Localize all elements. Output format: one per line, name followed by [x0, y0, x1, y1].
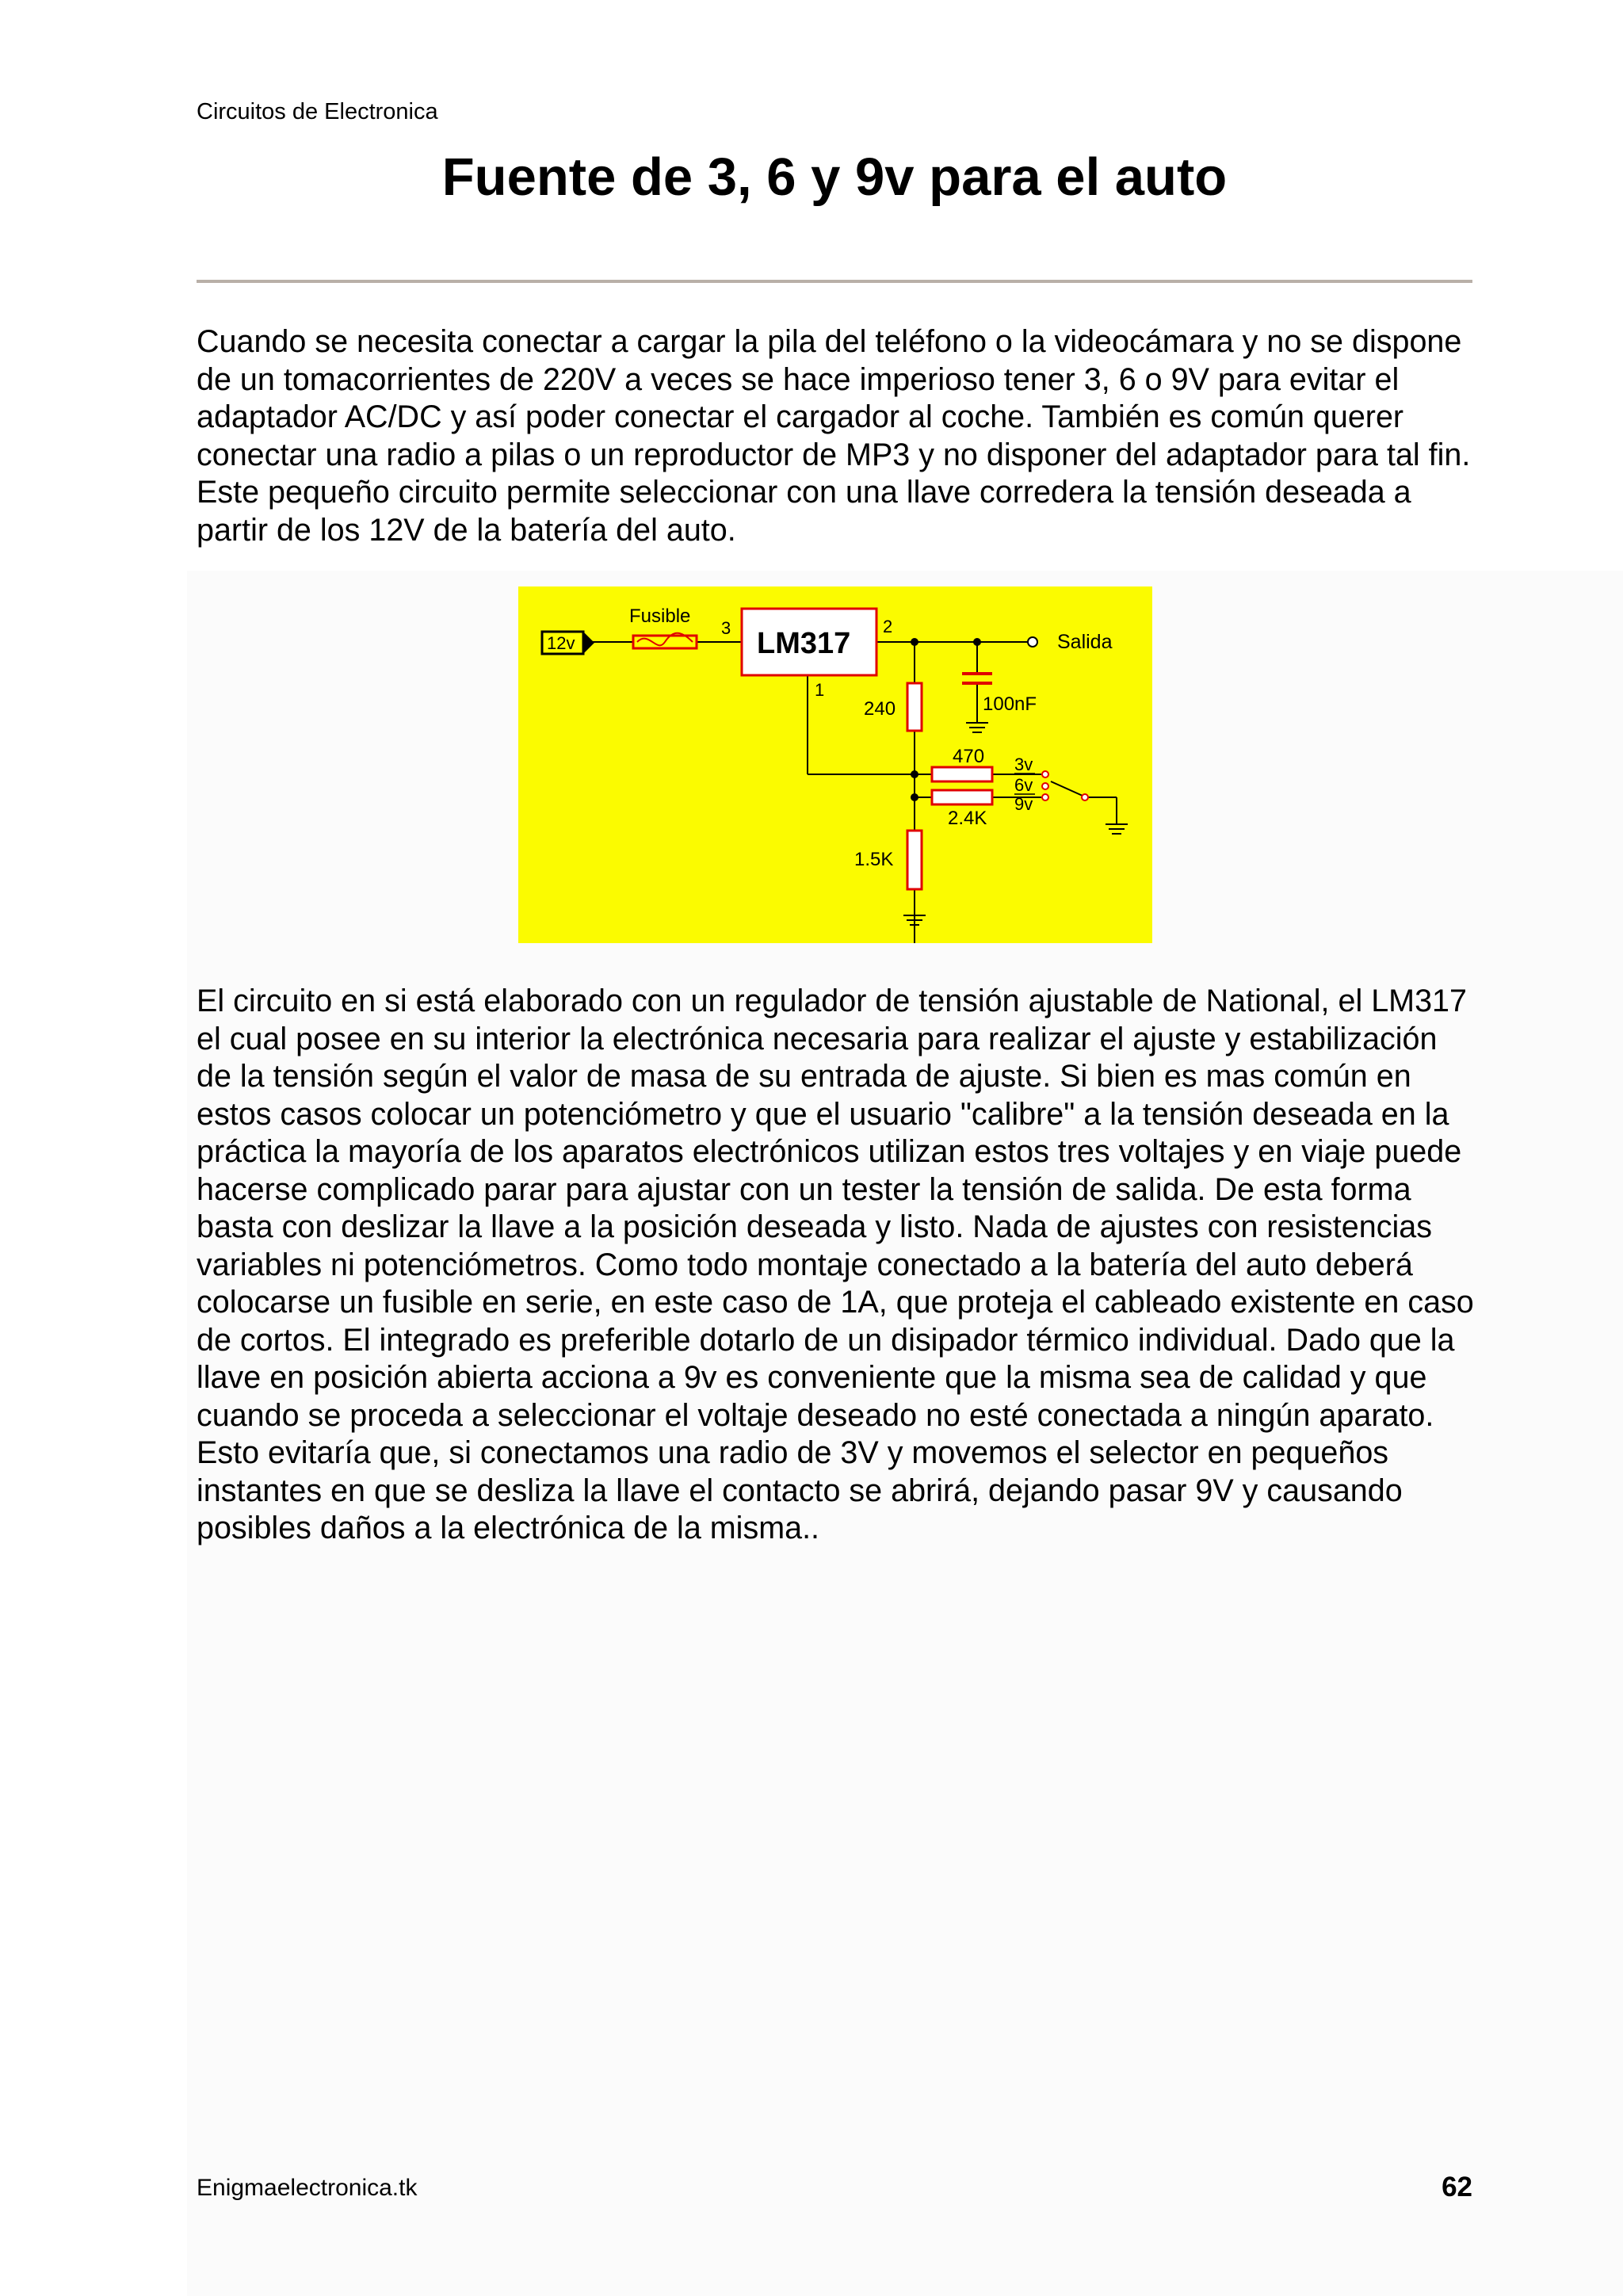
paragraph-description: El circuito en si está elaborado con un regulador de tensión ajustable de National, el LM317 el cual posee en su interior la electrónica necesaria para realizar el ajuste y estabilización de la tensión según el valor de masa de su entrada de ajuste. Si bien es mas común en estos casos colocar un potenciómetro y que el usuario "calibre" a la tensión deseada en la práctica la mayoría de los aparatos electrónicos utilizan estos tres voltajes y en viaje puede hacerse complicado parar para ajustar con un tester la tensión de salida. De esta forma basta con deslizar la llave a la posición deseada y listo. Nada de ajustes con resistencias variables ni potenciómetros. Como todo montaje conectado a la batería del auto deberá colocarse un fusible en serie, en este caso de 1A, que proteja el cableado existente en caso de cortos. El integrado es preferible dotarlo de un disipador térmico individual. Dado que la llave en posición abierta acciona a 9v es conveniente que la misma sea de calidad y que cuando se proceda a seleccionar el voltaje deseado no esté conectada a ningún aparato. Esto evitaría que, si conectamos una radio de 3V y movemos el selector en pequeños instantes en que se desliza la llave el contacto se abrirá, dejando pasar 9V y causando posibles daños a la electrónica de la misma..: [197, 984, 1474, 1545]
resistor-470: [932, 746, 992, 781]
r-3v-label: 470: [953, 746, 985, 767]
fuse-label: Fusible: [629, 606, 691, 627]
output-terminal: [1028, 631, 1113, 653]
capacitor-100nf: [962, 674, 1037, 715]
capacitor-label: 100nF: [983, 693, 1037, 715]
running-header: Circuitos de Electronica: [197, 99, 438, 124]
r-6v-label: 2.4K: [948, 808, 987, 829]
voltage-selector-switch: [1014, 755, 1088, 814]
paragraph-intro: Cuando se necesita conectar a cargar la pila del teléfono o la videocámara y no se dispone de un tomacorrientes de 220V a veces se hace imperioso tener 3, 6 o 9V para evitar el adaptador AC/DC y así poder conectar el cargador al coche. También es común querer conectar una radio a pilas o un reproductor de MP3 y no disponer del adaptador para tal fin. Este pequeño circuito permite seleccionar con una llave corredera la tensión deseada a partir de los 12V de la batería del auto.: [197, 324, 1471, 548]
input-label: 12v: [547, 633, 575, 653]
footer-site: Enigmaelectronica.tk: [197, 2175, 418, 2201]
pin-adj-label: 1: [815, 680, 825, 700]
resistor-2-4k: [932, 790, 992, 829]
schematic-svg: [518, 586, 1152, 943]
switch-9v-label: 9v: [1014, 794, 1033, 814]
page-number: 62: [1442, 2172, 1472, 2202]
fuse-symbol: [629, 606, 697, 648]
switch-6v-label: 6v: [1014, 775, 1033, 795]
pin-out-label: 2: [883, 617, 893, 636]
input-terminal: [542, 632, 594, 654]
title-divider: [197, 280, 1472, 283]
circuit-schematic: [518, 586, 1152, 943]
r1-label: 240: [864, 698, 896, 720]
ground-symbols: [903, 723, 1128, 925]
switch-3v-label: 3v: [1014, 755, 1033, 774]
regulator-label: LM317: [757, 627, 851, 660]
output-label: Salida: [1057, 631, 1113, 653]
page-title: Fuente de 3, 6 y 9v para el auto: [441, 147, 1228, 207]
schematic-wires: [590, 642, 1117, 943]
r-bottom-label: 1.5K: [854, 849, 894, 870]
resistor-240: [864, 683, 922, 731]
pin-in-label: 3: [721, 618, 731, 638]
resistor-1-5k: [854, 831, 922, 889]
